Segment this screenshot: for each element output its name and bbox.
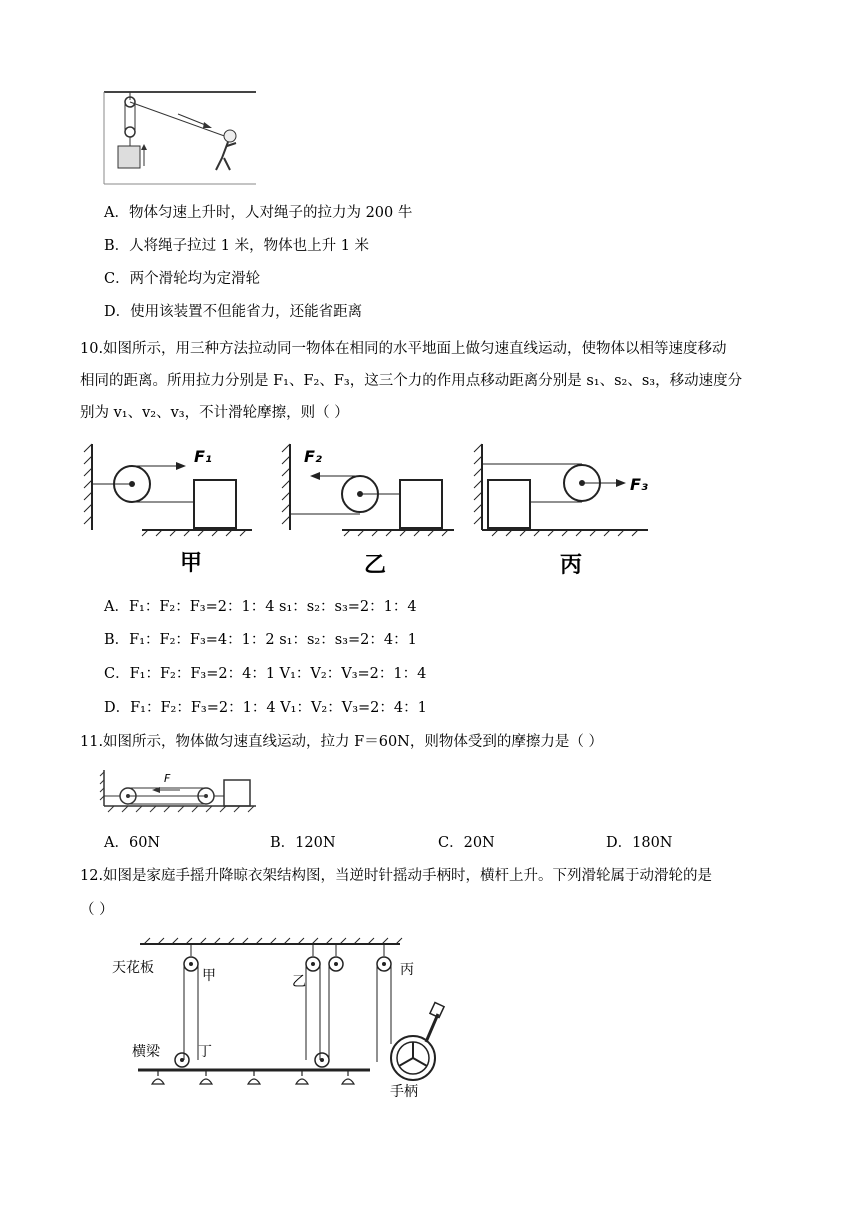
q10-stem-line1: 10.如图所示，用三种方法拉动同一物体在相同的水平地面上做匀速直线运动，使物体以相等速度移动 [80,341,727,357]
q12-stem-line2: （ ） [80,902,114,918]
q10-f1-label: F₁ [194,447,212,466]
q10-option-c: C．F₁：F₂：F₃=2：4：1 V₁：V₂：V₃=2：1：4 [104,666,427,682]
q12-ceiling-label: 天花板 [112,960,154,976]
q10-f3-label: F₃ [630,475,648,494]
q12-bing-label: 丙 [400,962,414,978]
q10-figure-jia [84,444,252,576]
q12-handle-label: 手柄 [390,1084,418,1100]
q11-option-d: D．180N [606,835,673,851]
q12-yi-label: 乙 [292,974,306,990]
q11-f-label: F [164,772,171,785]
q10-f2-label: F₂ [304,447,322,466]
q11-option-a: A．60N [104,835,161,851]
q9-option-d: D．使用该装置不但能省力，还能省距离 [104,304,363,320]
q10-option-b: B．F₁：F₂：F₃=4：1：2 s₁：s₂：s₃=2：4：1 [104,632,417,648]
q10-figure-bing [474,444,648,578]
q12-beam-label: 横梁 [132,1044,160,1060]
q10-option-d: D．F₁：F₂：F₃=2：1：4 V₁：V₂：V₃=2：4：1 [104,700,427,716]
q10-figure-yi [282,444,454,578]
q11-option-c: C．20N [438,835,495,851]
q9-option-b: B．人将绳子拉过 1 米，物体也上升 1 米 [104,238,370,254]
q12-figure [108,934,448,1106]
q10-stem-line3: 别为 v₁、v₂、v₃，不计滑轮摩擦，则（ ） [80,405,349,421]
q9-option-c: C．两个滑轮均为定滑轮 [104,271,261,287]
q11-option-b: B．120N [270,835,336,851]
q11-stem: 11.如图所示，物体做匀速直线运动，拉力 F＝60N，则物体受到的摩擦力是（ ） [80,734,603,750]
q11-figure [100,768,260,814]
q10-yi-label: 乙 [364,553,387,578]
q10-jia-label: 甲 [180,551,203,576]
q12-ding-label: 丁 [198,1044,212,1060]
q10-figure [82,442,682,582]
q12-jia-label: 甲 [202,968,216,984]
q10-option-a: A．F₁：F₂：F₃=2：1：4 s₁：s₂：s₃=2：1：4 [104,599,417,615]
q12-stem-line1: 12.如图是家庭手摇升降晾衣架结构图，当逆时针摇动手柄时，横杆上升。下列滑轮属于动滑轮的是 [80,868,713,884]
q10-stem-line2: 相同的距离。所用拉力分别是 F₁、F₂、F₃，这三个力的作用点移动距离分别是 s₁、s₂、s₃，移动速度分 [80,373,743,389]
q9-figure [100,88,260,190]
q10-bing-label: 丙 [560,553,583,578]
q9-option-a: A．物体匀速上升时，人对绳子的拉力为 200 牛 [104,205,413,221]
